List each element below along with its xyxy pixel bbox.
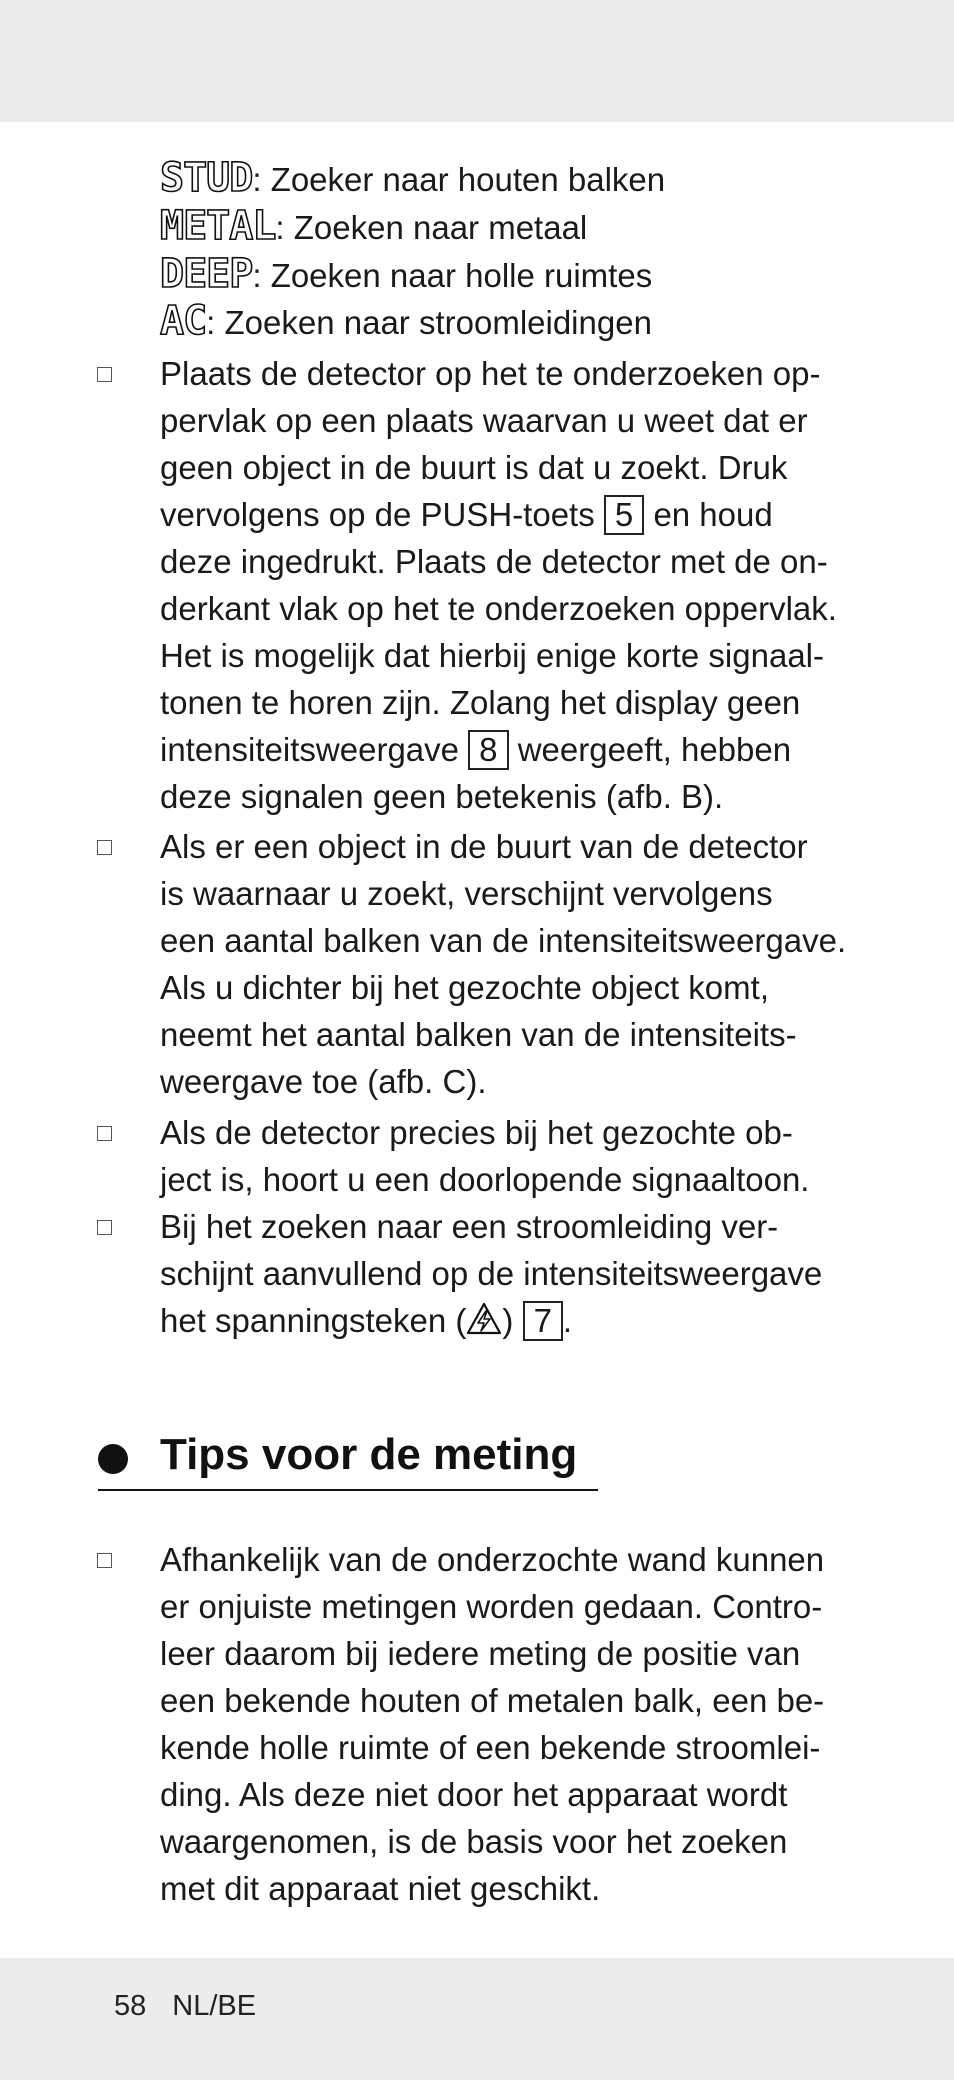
lcd-symbol-stud: STUD xyxy=(160,155,253,201)
text: . xyxy=(562,1302,573,1339)
heading-underline xyxy=(98,1489,598,1491)
step2-line: Als u dichter bij het gezochte object komt, xyxy=(160,969,769,1006)
step2-line: Als er een object in de buurt van de detector xyxy=(160,828,808,865)
step3-line: ject is, hoort u een doorlopende signaaltoon. xyxy=(160,1161,810,1198)
step1-line: derkant vlak op het te onderzoeken oppervlak. xyxy=(160,590,837,627)
step1-line: Plaats de detector op het te onderzoeken op- xyxy=(160,355,821,392)
page-header-band xyxy=(0,0,954,122)
step4-line xyxy=(160,1297,572,1348)
step2-line: weergave toe (afb. C). xyxy=(160,1063,487,1100)
mode-stud xyxy=(160,155,665,203)
ref-box-8: 8 xyxy=(468,730,508,770)
mode-text: : Zoeken naar stroomleidingen xyxy=(206,304,652,341)
step1-line: deze ingedrukt. Plaats de detector met de on- xyxy=(160,543,828,580)
step1-line xyxy=(160,491,773,538)
step4-line: Bij het zoeken naar een stroomleiding ver- xyxy=(160,1208,779,1245)
step1-line xyxy=(160,726,791,773)
step2-line: een aantal balken van de intensiteitsweergave. xyxy=(160,922,847,959)
tips-line: met dit apparaat niet geschikt. xyxy=(160,1870,601,1907)
step1-line: deze signalen geen betekenis (afb. B). xyxy=(160,778,724,815)
step2-line: neemt het aantal balken van de intensiteits- xyxy=(160,1016,797,1053)
section-bullet-dot xyxy=(98,1444,128,1474)
high-voltage-warning-icon xyxy=(466,1301,502,1348)
text: vervolgens op de PUSH-toets xyxy=(160,496,595,533)
lcd-symbol-metal: METAL xyxy=(160,203,276,249)
text: en houd xyxy=(653,496,773,533)
checkbox-bullet xyxy=(97,1220,112,1235)
text: het spanningsteken ( xyxy=(160,1302,467,1339)
text: weergeeft, hebben xyxy=(517,731,792,768)
mode-metal xyxy=(160,203,587,251)
tips-line: een bekende houten of metalen balk, een be- xyxy=(160,1682,825,1719)
lcd-symbol-ac: AC xyxy=(160,298,207,344)
step4-line: schijnt aanvullend op de intensiteitsweergave xyxy=(160,1255,823,1292)
tips-line: kende holle ruimte of een bekende stroomlei- xyxy=(160,1729,821,1766)
mode-deep xyxy=(160,251,652,299)
checkbox-bullet xyxy=(97,367,112,382)
section-heading: Tips voor de meting xyxy=(160,1430,578,1479)
tips-line: waargenomen, is de basis voor het zoeken xyxy=(160,1823,788,1860)
step1-line: pervlak op een plaats waarvan u weet dat er xyxy=(160,402,808,439)
language-code: NL/BE xyxy=(172,1990,257,2022)
tips-line: Afhankelijk van de onderzochte wand kunnen xyxy=(160,1541,825,1578)
tips-line: er onjuiste metingen worden gedaan. Contro- xyxy=(160,1588,823,1625)
step1-line: geen object in de buurt is dat u zoekt. Druk xyxy=(160,449,788,486)
tips-line: ding. Als deze niet door het apparaat wordt xyxy=(160,1776,788,1813)
page-number: 58 xyxy=(114,1990,147,2022)
page-footer xyxy=(114,1990,256,2023)
step1-line: Het is mogelijk dat hierbij enige korte signaal- xyxy=(160,637,824,674)
text: intensiteitsweergave xyxy=(160,731,459,768)
text: ) xyxy=(502,1302,514,1339)
step3-line: Als de detector precies bij het gezochte ob- xyxy=(160,1114,793,1151)
ref-box-7: 7 xyxy=(523,1301,563,1341)
mode-ac xyxy=(160,298,652,346)
ref-box-5: 5 xyxy=(604,495,644,535)
lcd-symbol-deep: DEEP xyxy=(160,251,253,297)
checkbox-bullet xyxy=(97,1553,112,1568)
step1-line: tonen te horen zijn. Zolang het display geen xyxy=(160,684,801,721)
checkbox-bullet xyxy=(97,1126,112,1141)
checkbox-bullet xyxy=(97,840,112,855)
mode-text: : Zoeken naar holle ruimtes xyxy=(252,257,653,294)
tips-line: leer daarom bij iedere meting de positie van xyxy=(160,1635,801,1672)
mode-text: : Zoeker naar houten balken xyxy=(252,161,666,198)
mode-text: : Zoeken naar metaal xyxy=(275,209,588,246)
step2-line: is waarnaar u zoekt, verschijnt vervolgens xyxy=(160,875,773,912)
